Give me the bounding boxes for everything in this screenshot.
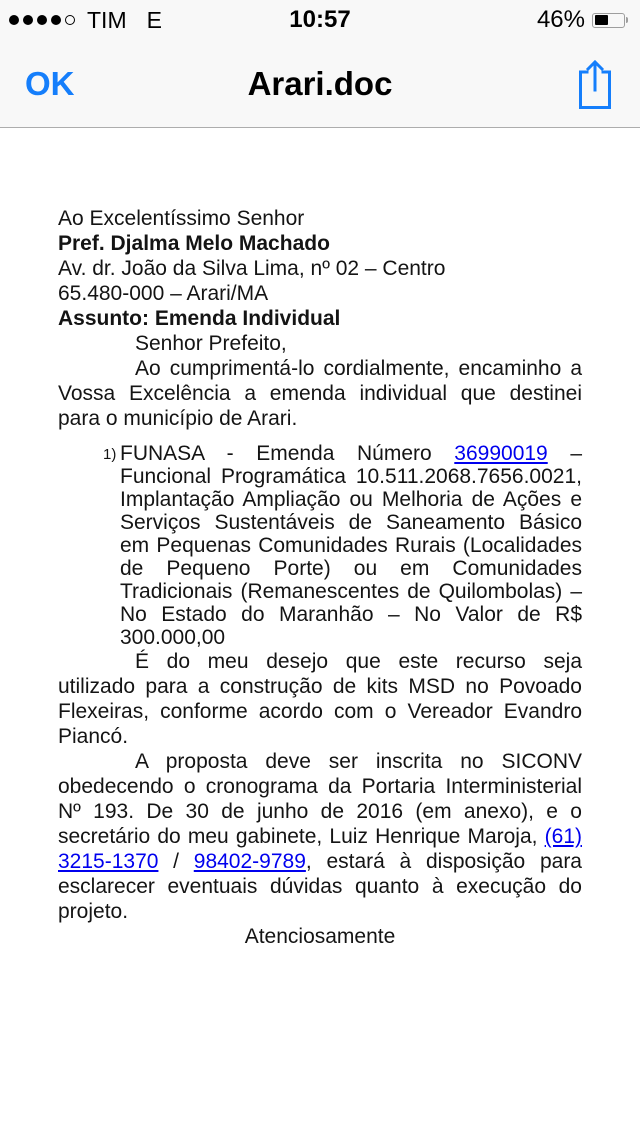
intro-paragraph: Ao cumprimentá-lo cordialmente, encaminho a Vossa Excelência a emenda individual que destinei para o município de Arari. xyxy=(58,357,582,430)
document-title: Arari.doc xyxy=(247,65,393,102)
share-button[interactable] xyxy=(576,58,614,111)
subject-line: Assunto: Emenda Individual xyxy=(58,307,341,330)
battery-percent-label: 46% xyxy=(536,6,585,33)
siconv-text-part2: , estará à disposição para esclarecer eventuais dúvidas quanto à execução do projeto. xyxy=(58,850,582,923)
recipient-block xyxy=(58,206,582,306)
phone-link-1[interactable]: (61) 3215-1370 xyxy=(58,825,582,873)
salutation: Senhor Prefeito, xyxy=(135,332,287,355)
recipient-name: Pref. Djalma Melo Machado xyxy=(58,232,330,255)
status-time: 10:57 xyxy=(289,6,351,33)
recipient-city: 65.480-000 – Arari/MA xyxy=(58,282,269,305)
siconv-text-part1: A proposta deve ser inscrita no SICONV obedecendo o cronograma da Portaria Interministerial Nº 193. De 30 de junho de 2016 (em anexo), e o secretário do meu gabinete, Luiz Henrique Maroja, xyxy=(58,750,582,848)
document-view[interactable] xyxy=(0,129,640,1136)
list-marker: 1) xyxy=(103,446,117,463)
network-type-label: E xyxy=(146,6,162,33)
amendment-text-suffix: – Funcional Programática 10.511.2068.7656.0021, Implantação Ampliação ou Melhoria de Ações e Serviços Sustentáveis de Saneamento Básico em Pequenas Comunidades Rurais (Localidades de Pequeno Porte) ou em Comunidades Tradicionais (Remanescentes de Quilombolas) – No Estado do Maranhão – No Valor de R$ 300.000,00 xyxy=(120,442,583,649)
amendment-list-item xyxy=(103,442,583,649)
phone-separator: / xyxy=(158,850,194,873)
amendment-number-link[interactable]: 36990019 xyxy=(454,442,548,465)
amendment-text-prefix: FUNASA - Emenda Número xyxy=(120,442,455,465)
ok-button[interactable]: OK xyxy=(25,65,75,102)
share-icon xyxy=(576,58,614,111)
battery-icon xyxy=(592,13,625,28)
top-chrome xyxy=(0,0,640,128)
status-bar xyxy=(0,0,640,40)
phone-link-2[interactable]: 98402-9789 xyxy=(193,850,306,873)
wish-paragraph: É do meu desejo que este recurso seja utilizado para a construção de kits MSD no Povoado Flexeiras, conforme acordo com o Vereador Evandro Piancó. xyxy=(58,650,582,748)
recipient-line: Ao Excelentíssimo Senhor xyxy=(58,207,305,230)
carrier-label: TIM xyxy=(87,6,127,33)
closing-line: Atenciosamente xyxy=(244,925,396,948)
battery-nub xyxy=(626,17,628,23)
siconv-paragraph xyxy=(58,749,582,924)
recipient-address: Av. dr. João da Silva Lima, nº 02 – Centro xyxy=(58,257,446,280)
nav-bar xyxy=(0,40,640,128)
